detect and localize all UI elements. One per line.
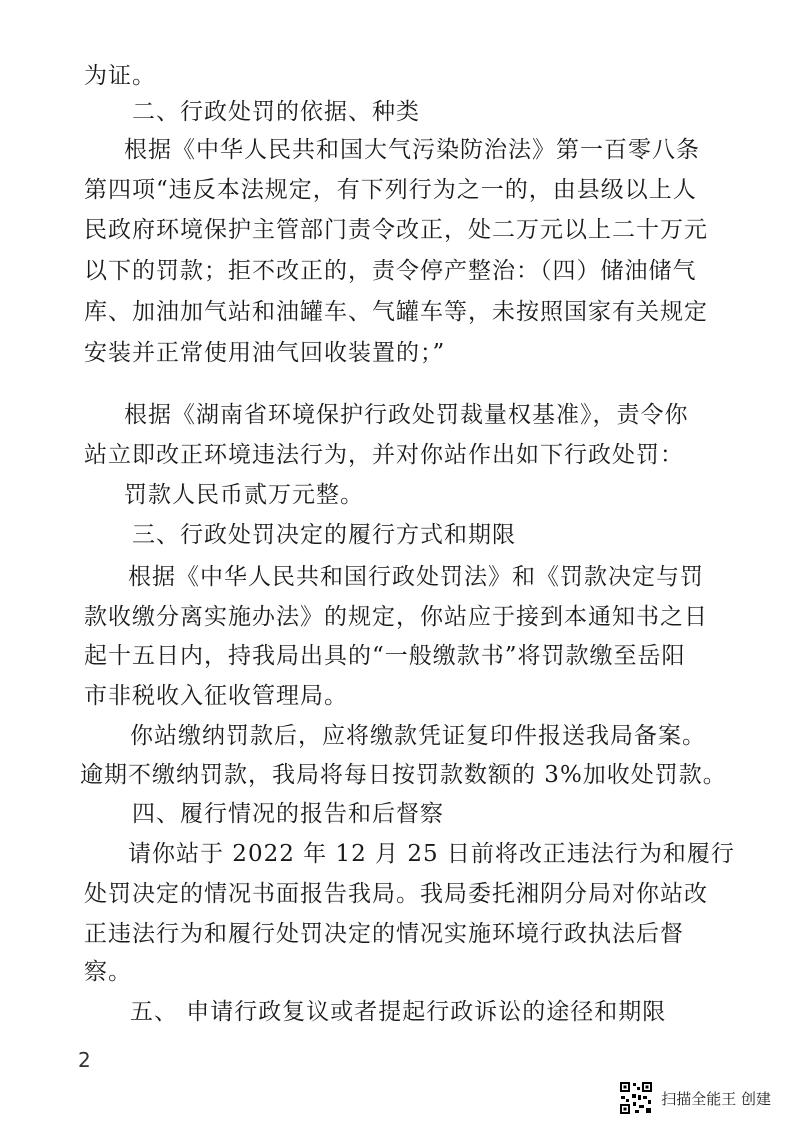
text-line: 第四项“违反本法规定，有下列行为之一的，由县级以上人	[84, 177, 697, 203]
text-line: 根据《湖南省环境保护行政处罚裁量权基准》，责令你	[124, 402, 689, 428]
text-line: 正违法行为和履行处罚决定的情况实施环境行政执法后督	[84, 921, 684, 947]
text-line: 请你站于 2022 年 12 月 25 日前将改正违法行为和履行	[128, 841, 735, 867]
text-line: 为证。	[84, 63, 156, 89]
section-heading: 三、行政处罚决定的履行方式和期限	[132, 522, 516, 548]
text-line: 以下的罚款；拒不改正的，责令停产整治：（四）储油储气	[84, 258, 697, 284]
text-line: 处罚决定的情况书面报告我局。我局委托湘阴分局对你站改	[84, 881, 708, 907]
text-line: 库、加油加气站和油罐车、气罐车等，未按照国家有关规定	[84, 299, 708, 325]
section-heading: 二、行政处罚的依据、种类	[132, 99, 420, 125]
text-line: 市非税收入征收管理局。	[84, 683, 348, 709]
text-line: 款收缴分离实施办法》的规定，你站应于接到本通知书之日	[84, 604, 708, 630]
text-line: 察。	[84, 959, 132, 985]
text-line: 民政府环境保护主管部门责令改正，处二万元以上二十万元	[84, 217, 708, 243]
text-line: 你站缴纳罚款后，应将缴款凭证复印件报送我局备案。	[130, 723, 706, 749]
text-line: 逾期不缴纳罚款，我局将每日按罚款数额的 3%加收处罚款。	[80, 762, 727, 788]
page-number: 2	[78, 1048, 91, 1072]
text-line: 根据《中华人民共和国大气污染防治法》第一百零八条	[124, 137, 700, 163]
text-line: 站立即改正环境违法行为，并对你站作出如下行政处罚：	[84, 442, 684, 468]
qr-code-icon	[619, 1081, 653, 1115]
section-heading: 五、 申请行政复议或者提起行政诉讼的途径和期限	[130, 999, 667, 1025]
section-heading: 四、履行情况的报告和后督察	[132, 801, 444, 827]
text-line: 安装并正常使用油气回收装置的；”	[84, 340, 446, 366]
text-line: 根据《中华人民共和国行政处罚法》和《罚款决定与罚	[128, 564, 704, 590]
text-line: 罚款人民币贰万元整。	[124, 482, 364, 508]
scanner-label: 扫描全能王 创建	[661, 1089, 771, 1108]
scanner-watermark	[619, 1078, 771, 1118]
text-line: 起十五日内，持我局出具的“一般缴款书”将罚款缴至岳阳	[84, 643, 686, 669]
